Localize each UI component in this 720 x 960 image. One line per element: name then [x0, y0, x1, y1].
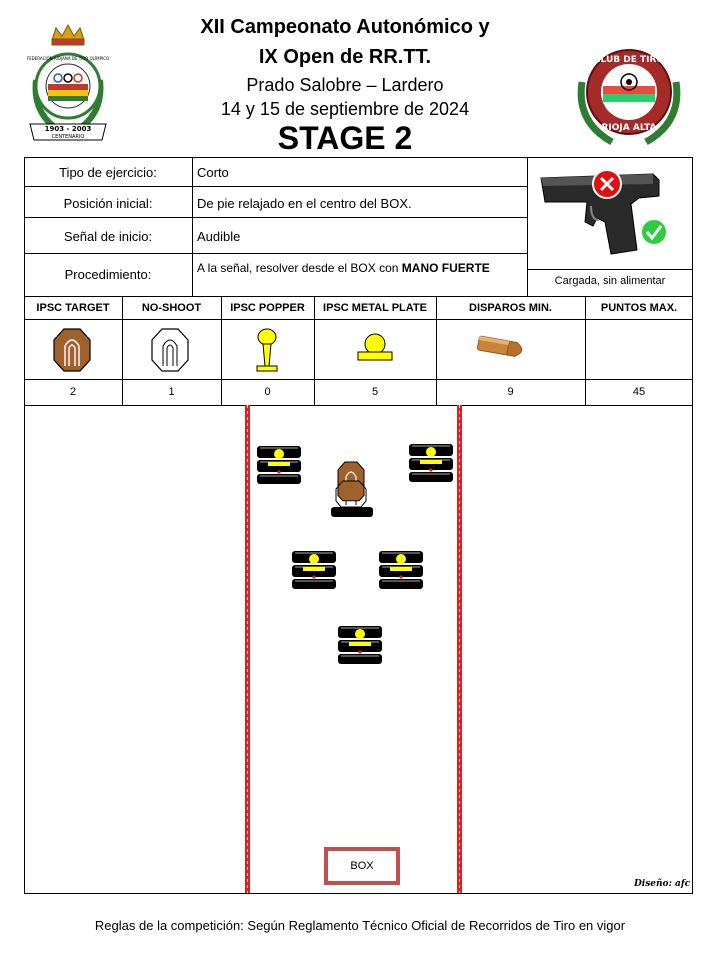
metal-plate-target: [257, 446, 301, 484]
count-no-shoot: 1: [168, 386, 175, 398]
header-no-shoot: NO-SHOOT: [141, 302, 202, 314]
federation-logo-badge: CENTENARIO: [51, 134, 85, 140]
club-logo-top-text: CLUB DE TIRO: [593, 55, 665, 65]
no-shoot-icon: [150, 328, 190, 372]
competition-rules-footer: Reglas de la competición: Según Reglamento Técnico Oficial de Recorridos de Tiro en vigor: [94, 918, 626, 933]
target-header-divider: [24, 319, 693, 320]
procedure-value: [197, 261, 490, 275]
metal-plate-target: [379, 551, 423, 589]
pistol-icon: [535, 164, 675, 264]
exercise-type-label: Tipo de ejercicio:: [59, 165, 157, 180]
gun-condition-caption: Cargada, sin alimentar: [554, 275, 666, 287]
shooting-box: BOX: [324, 847, 400, 885]
championship-title: XII Campeonato Autonómico y: [200, 16, 490, 38]
info-column-divider: [192, 157, 193, 296]
ipsc-target-icon: [52, 328, 92, 372]
header-max-points: PUNTOS MAX.: [600, 302, 678, 314]
dates-text: 14 y 15 de septiembre de 2024: [220, 99, 470, 119]
procedure-strong-hand: MANO FUERTE: [401, 261, 490, 275]
metal-plate-target: [292, 551, 336, 589]
header-min-shots: DISPAROS MIN.: [469, 302, 552, 314]
stage-range-diagram: [25, 405, 692, 893]
info-row-divider: [24, 186, 527, 187]
procedure-label: Procedimiento:: [64, 267, 152, 282]
club-logo-bottom-text: RIOJA ALTA: [601, 123, 657, 133]
header-ipsc-popper: IPSC POPPER: [230, 302, 305, 314]
ipsc-target-group: [331, 462, 373, 517]
federation-logo: [22, 20, 114, 144]
allowed-check-icon: [641, 219, 667, 245]
metal-plate-target: [338, 626, 382, 664]
venue-text: Prado Salobre – Lardero: [246, 75, 444, 95]
procedure-text: A la señal, resolver desde el BOX con: [197, 261, 402, 275]
count-ipsc-target: 2: [69, 386, 77, 398]
metal-plate-target: [409, 444, 453, 482]
metal-plate-icon: [352, 332, 398, 362]
federation-logo-years: 1903 - 2003: [44, 125, 92, 133]
count-metal-plate: 5: [371, 386, 379, 398]
count-min-shots: 9: [507, 386, 514, 398]
info-row-divider: [24, 253, 527, 254]
stage-title: STAGE 2: [277, 120, 413, 156]
header-ipsc-target: IPSC TARGET: [36, 302, 110, 314]
exercise-type-value: Corto: [197, 165, 229, 180]
popper-icon: [252, 328, 282, 374]
bullet-icon: [474, 332, 530, 362]
start-position-label: Posición inicial:: [63, 196, 153, 211]
info-row-divider: [24, 217, 527, 218]
designer-signature: Diseño: afc: [634, 879, 691, 889]
start-signal-value: Audible: [197, 229, 241, 244]
start-position-value: De pie relajado en el centro del BOX.: [197, 196, 412, 211]
start-signal-label: Señal de inicio:: [63, 229, 153, 244]
gun-caption-divider: [527, 269, 693, 270]
open-title: IX Open de RR.TT.: [258, 46, 432, 68]
stage-header: [0, 0, 720, 158]
club-logo: [572, 42, 686, 146]
count-ipsc-popper: 0: [264, 386, 271, 398]
header-ipsc-metal-plate: IPSC METAL PLATE: [323, 302, 427, 314]
federation-logo-text: FEDERACIÓN RIOJANA DE TIRO OLÍMPICO: [26, 56, 110, 61]
count-max-points: 45: [632, 386, 646, 398]
